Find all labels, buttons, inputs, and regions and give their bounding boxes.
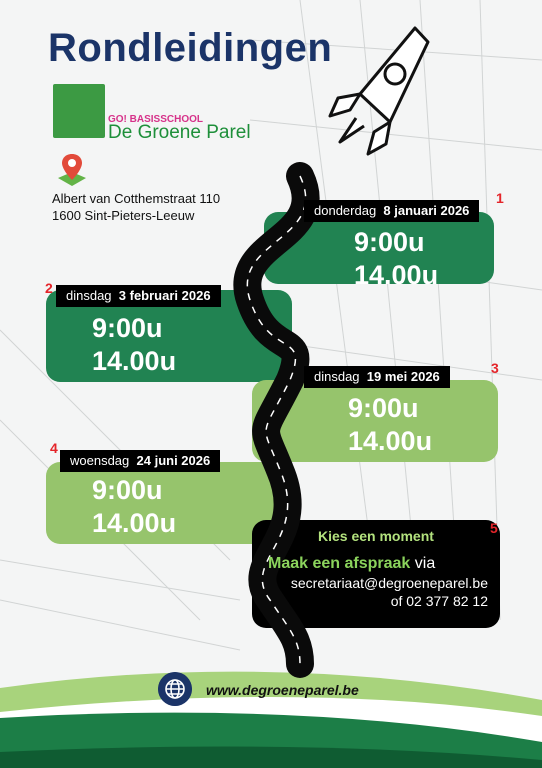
school-name: De Groene Parel xyxy=(108,122,251,143)
session-time-2: 14.00u xyxy=(354,260,439,290)
session-time-2: 14.00u xyxy=(348,426,433,456)
session-number-1: 1 xyxy=(496,190,504,206)
session-weekday: dinsdag xyxy=(66,288,112,303)
session-date-tag-4 xyxy=(60,450,220,472)
school-prefix: GO! BASISSCHOOL xyxy=(108,114,204,125)
session-date-tag-3 xyxy=(304,366,450,388)
session-weekday: donderdag xyxy=(314,203,377,218)
session-time-1: 9:00u xyxy=(348,393,419,423)
session-weekday: woensdag xyxy=(70,453,130,468)
session-number-3: 3 xyxy=(491,360,499,376)
address-street: Albert van Cotthemstraat 110 xyxy=(52,191,221,206)
session-date: 8 januari 2026 xyxy=(383,203,470,218)
session-time-1: 9:00u xyxy=(92,313,163,343)
session-time-1: 9:00u xyxy=(92,475,163,505)
session-date: 19 mei 2026 xyxy=(366,369,440,384)
cta-rest: via xyxy=(410,555,436,572)
website-link[interactable]: www.degroeneparel.be xyxy=(206,682,359,698)
session-date: 24 juni 2026 xyxy=(136,453,211,468)
page-title: Rondleidingen xyxy=(48,26,333,70)
session-number-2: 2 xyxy=(45,280,53,296)
session-time-2: 14.00u xyxy=(92,508,177,538)
contact-number: 5 xyxy=(490,520,498,536)
session-weekday: dinsdag xyxy=(314,369,360,384)
session-date-tag-2 xyxy=(56,285,221,307)
session-date-tag-1 xyxy=(304,200,479,222)
session-time-2: 14.00u xyxy=(92,346,177,376)
contact-heading: Kies een moment xyxy=(318,528,434,544)
cta-bold: Maak een afspraak xyxy=(268,555,411,572)
session-number-4: 4 xyxy=(50,440,58,456)
session-date: 3 februari 2026 xyxy=(118,288,211,303)
address-city: 1600 Sint-Pieters-Leeuw xyxy=(52,208,195,223)
session-time-1: 9:00u xyxy=(354,227,425,257)
contact-email[interactable]: secretariaat@degroeneparel.be xyxy=(290,575,488,591)
contact-details xyxy=(264,574,488,610)
contact-cta xyxy=(268,555,435,573)
globe-icon xyxy=(158,672,192,706)
contact-phone[interactable]: of 02 377 82 12 xyxy=(390,593,488,609)
